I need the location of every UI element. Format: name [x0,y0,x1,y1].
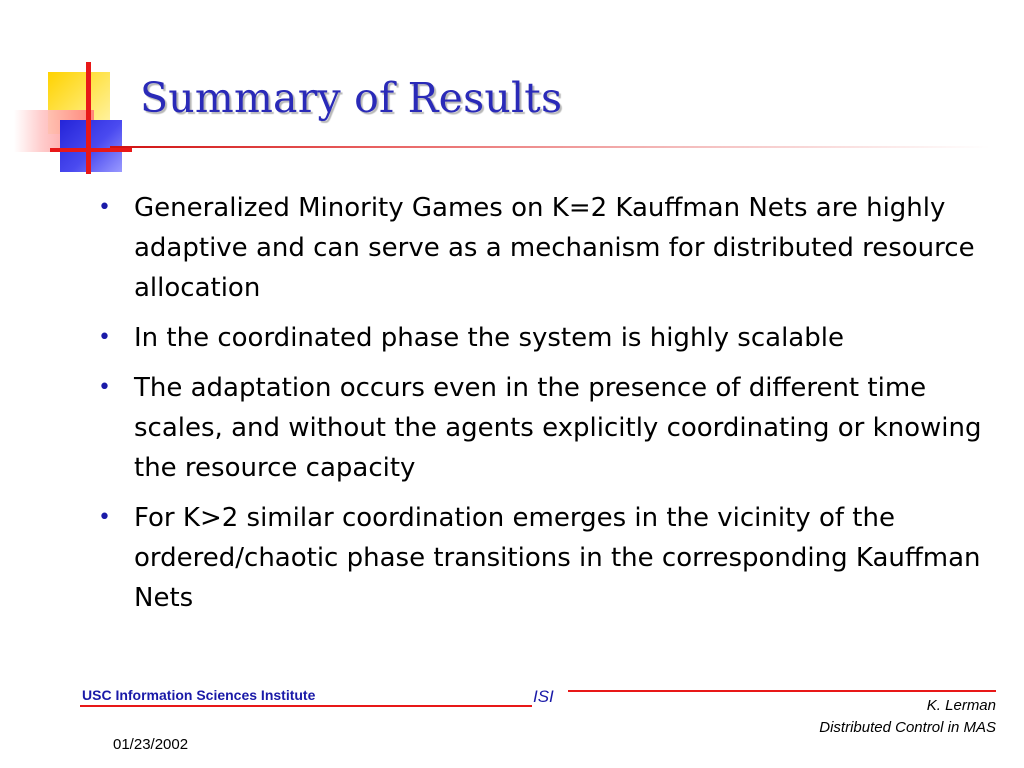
bullet-list [96,188,996,628]
title-underline [110,146,990,148]
footer-author: K. Lerman [926,697,996,714]
bullet-item [96,498,996,618]
bullet-text: The adaptation occurs even in the presence of different time scales, and without the agents explicitly coordinating or knowing the resource capacity [134,373,982,483]
overlapping-squares-cross-logo-icon [0,0,150,180]
bullet-icon: • [98,505,111,530]
footer-organization: USC Information Sciences Institute [82,687,316,703]
bullet-icon: • [98,375,111,400]
bullet-text: For K>2 similar coordination emerges in the vicinity of the ordered/chaotic phase transitions in the corresponding Kauffman Nets [134,503,981,613]
footer-rule-left [80,705,532,707]
bullet-text: In the coordinated phase the system is highly scalable [134,323,844,353]
red-vertical-line [86,62,91,174]
bullet-icon: • [98,195,111,220]
red-horizontal-line [50,148,132,152]
bullet-item [96,318,996,358]
footer-rule-right [568,690,996,692]
bullet-item [96,188,996,308]
slide-title: Summary of Results [140,74,563,122]
bullet-text: Generalized Minority Games on K=2 Kauffman Nets are highly adaptive and can serve as a mechanism for distributed resource allocation [134,193,975,303]
bullet-icon: • [98,325,111,350]
footer-date: 01/23/2002 [113,736,189,753]
footer-course-title: Distributed Control in MAS [819,719,996,736]
footer-isi-logo: ISI [533,687,554,706]
bullet-item [96,368,996,488]
